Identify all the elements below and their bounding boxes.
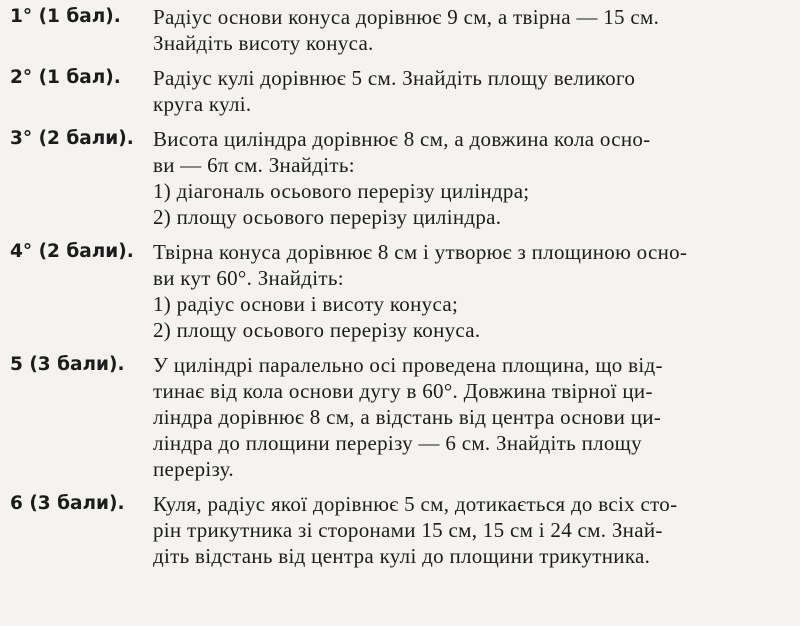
problem-subitem: 2) площу осьового перерізу циліндра. <box>153 205 502 229</box>
problem-4 <box>8 239 786 343</box>
problem-3 <box>8 126 786 230</box>
problem-line: діть відстань від центра кулі до площини трикутника. <box>153 544 651 568</box>
problem-line: тинає від кола основи дугу в 60°. Довжина твірної ци- <box>153 379 653 403</box>
problem-line: Знайдіть висоту конуса. <box>153 31 374 55</box>
problem-line: Куля, радіус якої дорівнює 5 см, дотикається до всіх сто- <box>153 492 678 516</box>
problem-line: ліндра дорівнює 8 см, а відстань від центра основи ци- <box>153 405 662 429</box>
problem-text <box>153 65 786 117</box>
problem-text <box>153 126 786 230</box>
problem-label: 5 (3 бали). <box>10 354 125 375</box>
problem-label: 1° (1 бал). <box>10 6 121 27</box>
problem-subitem: 2) площу осьового перерізу конуса. <box>153 318 481 342</box>
problem-label: 3° (2 бали). <box>10 128 134 149</box>
problem-line: перерізу. <box>153 457 234 481</box>
problem-line: рін трикутника зі сторонами 15 см, 15 см і 24 см. Знай- <box>153 518 663 542</box>
problem-1 <box>8 4 786 56</box>
problem-line: У циліндрі паралельно осі проведена площина, що від- <box>153 353 663 377</box>
problem-label: 6 (3 бали). <box>10 493 125 514</box>
problem-2 <box>8 65 786 117</box>
problem-line: ви — 6π см. Знайдіть: <box>153 153 355 177</box>
problem-line: Радіус основи конуса дорівнює 9 см, а твірна — 15 см. <box>153 5 660 29</box>
problem-subitem: 1) діагональ осьового перерізу циліндра; <box>153 179 530 203</box>
problem-line: ліндра до площини перерізу — 6 см. Знайдіть площу <box>153 431 642 455</box>
problem-text <box>153 4 786 56</box>
problem-6 <box>8 491 786 569</box>
problem-text <box>153 352 786 482</box>
problem-line: круга кулі. <box>153 92 252 116</box>
problem-line: Радіус кулі дорівнює 5 см. Знайдіть площу великого <box>153 66 636 90</box>
problem-line: ви кут 60°. Знайдіть: <box>153 266 344 290</box>
problem-line: Твірна конуса дорівнює 8 см і утворює з площиною осно- <box>153 240 688 264</box>
problem-label: 4° (2 бали). <box>10 241 134 262</box>
problem-subitem: 1) радіус основи і висоту конуса; <box>153 292 459 316</box>
problem-text <box>153 239 786 343</box>
problem-line: Висота циліндра дорівнює 8 см, а довжина кола осно- <box>153 127 651 151</box>
problem-text <box>153 491 786 569</box>
problem-5 <box>8 352 786 482</box>
problem-label: 2° (1 бал). <box>10 67 121 88</box>
